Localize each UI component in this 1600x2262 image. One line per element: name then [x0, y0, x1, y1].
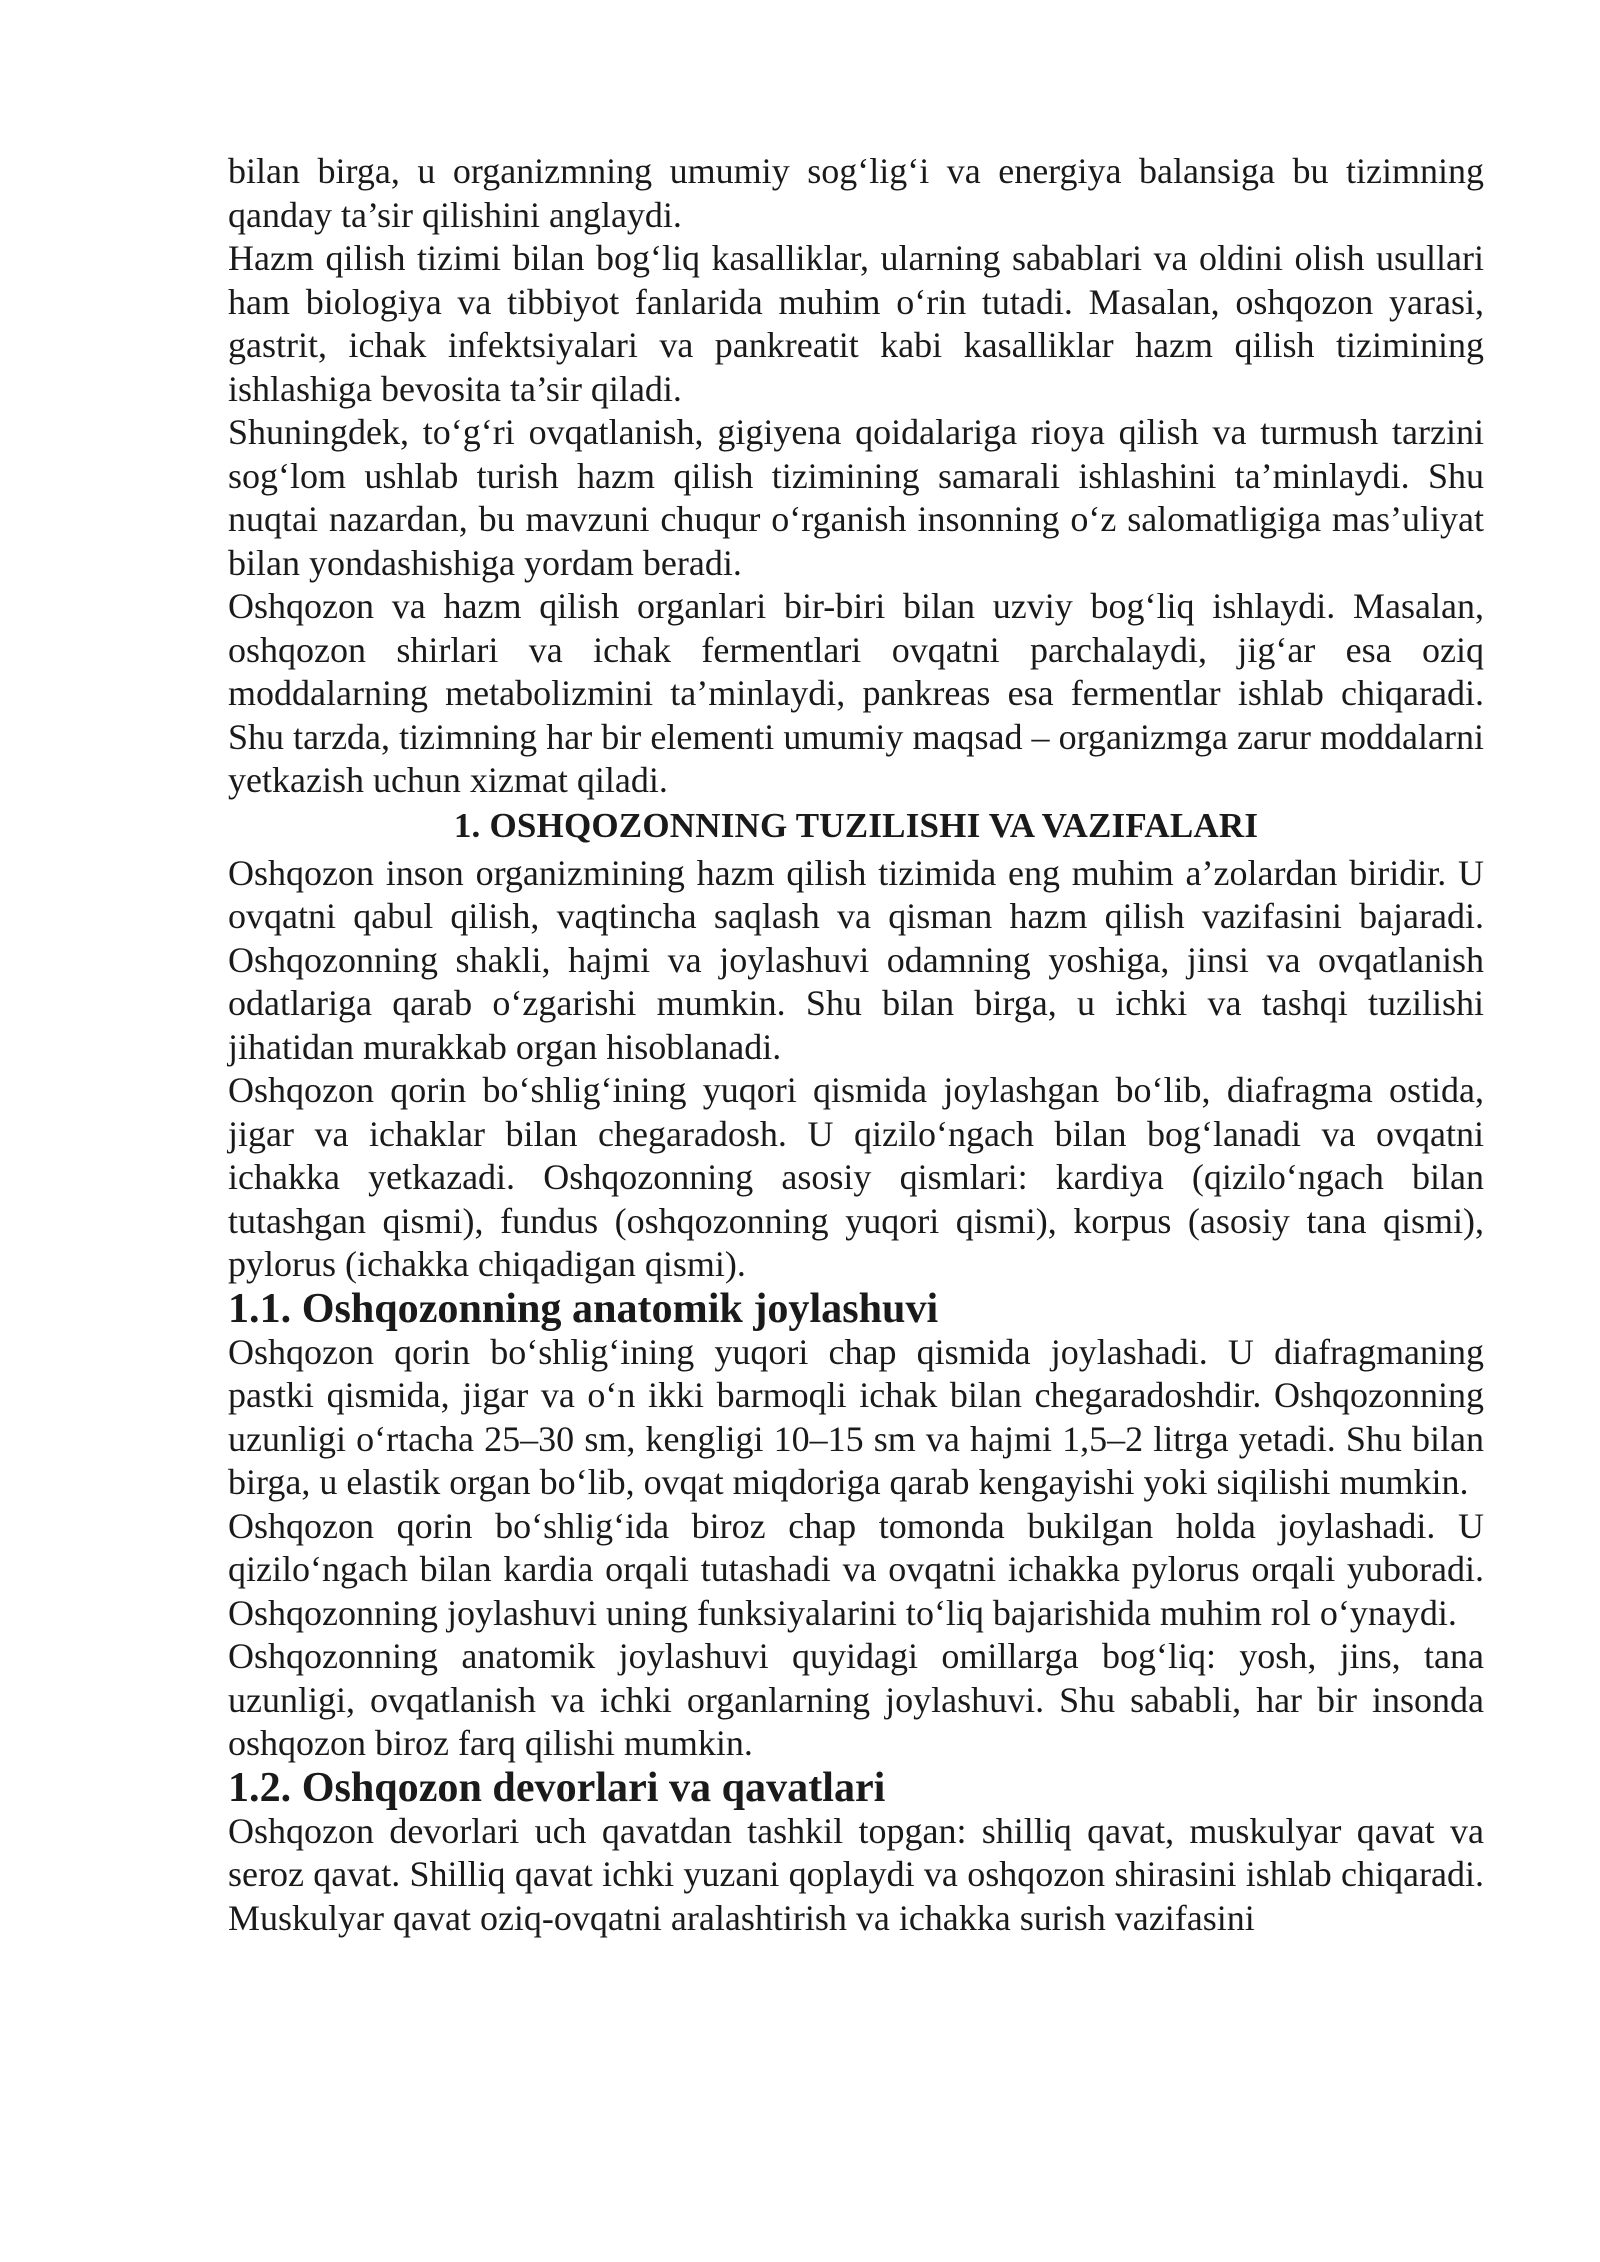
- page-bottom-clip: [228, 1810, 1484, 1940]
- intro-paragraph-1: bilan birga, u organizmning umumiy sog‘lig‘i va energiya balansiga bu tizimning qanday ta’sir qilishini anglaydi.: [228, 151, 1484, 235]
- section-1-paragraph-2: Oshqozon qorin bo‘shlig‘ining yuqori qismida joylashgan bo‘lib, diafragma ostida, jigar va ichaklar bilan chegaradosh. U qizilo‘ngach bilan bog‘lanadi va ovqatni ichakka yetkazadi. Oshqozonning asosiy qismlari: kardiya (qizilo‘ngach bilan tutashgan qismi), fundus (oshqozonning yuqori qismi), korpus (asosiy tana qismi), pylorus (ichakka chiqadigan qismi).: [228, 1070, 1484, 1284]
- section-1-1-paragraph-3: Oshqozonning anatomik joylashuvi quyidagi omillarga bog‘liq: yosh, jins, tana uzunligi, ovqatlanish va ichki organlarning joylashuvi. Shu sababli, har bir insonda oshqozon biroz farq qilishi mumkin.: [228, 1636, 1484, 1763]
- section-1-1-paragraph-2: Oshqozon qorin bo‘shlig‘ida biroz chap tomonda bukilgan holda joylashadi. U qizilo‘ngach bilan kardia orqali tutashadi va ovqatni ichakka pylorus orqali yuboradi. Oshqozonning joylashuvi uning funksiyalarini to‘liq bajarishida muhim rol o‘ynaydi.: [228, 1505, 1484, 1633]
- section-1-heading: 1. OSHQOZONNING TUZILISHI VA VAZIFALARI: [453, 805, 1259, 845]
- document-page: [228, 150, 1484, 1940]
- section-1-2-paragraph-1: Oshqozon devorlari uch qavatdan tashkil topgan: shilliq qavat, muskulyar qavat va seroz qavat. Shilliq qavat ichki yuzani qoplaydi va oshqozon shirasini ishlab chiqaradi. Muskulyar qavat oziq-ovqatni aralashtirish va ichakka surish vazifasini: [228, 1810, 1484, 1938]
- section-1-1-paragraph-1: Oshqozon qorin bo‘shlig‘ining yuqori chap qismida joylashadi. U diafragmaning pastki qismida, jigar va o‘n ikki barmoqli ichak bilan chegaradoshdir. Oshqozonning uzunligi o‘rtacha 25–30 sm, kengligi 10–15 sm va hajmi 1,5–2 litrga yetadi. Shu bilan birga, u elastik organ bo‘lib, ovqat miqdoriga qarab kengayishi yoki siqilishi mumkin.: [228, 1331, 1484, 1502]
- intro-paragraph-3: Shuningdek, to‘g‘ri ovqatlanish, gigiyena qoidalariga rioya qilish va turmush tarzini sog‘lom ushlab turish hazm qilish tizimining samarali ishlashini ta’minlaydi. Shu nuqtai nazardan, bu mavzuni chuqur o‘rganish insonning o‘z salomatligiga mas’uliyat bilan yondashishiga yordam beradi.: [228, 412, 1484, 583]
- intro-paragraph-4: Oshqozon va hazm qilish organlari bir-biri bilan uzviy bog‘liq ishlaydi. Masalan, oshqozon shirlari va ichak fermentlari ovqatni parchalaydi, jig‘ar esa oziq moddalarning metabolizmini ta’minlaydi, pankreas esa fermentlar ishlab chiqaradi. Shu tarzda, tizimning har bir elementi umumiy maqsad – organizmga zarur moddalarni yetkazish uchun xizmat qiladi.: [228, 586, 1484, 800]
- intro-paragraph-2: Hazm qilish tizimi bilan bog‘liq kasalliklar, ularning sabablari va oldini olish usullari ham biologiya va tibbiyot fanlarida muhim o‘rin tutadi. Masalan, oshqozon yarasi, gastrit, ichak infektsiyalari va pankreatit kabi kasalliklar hazm qilish tizimining ishlashiga bevosita ta’sir qiladi.: [228, 238, 1484, 409]
- section-1-1-heading: 1.1. Oshqozonning anatomik joylashuvi: [228, 1284, 939, 1332]
- section-1-2-heading: 1.2. Oshqozon devorlari va qavatlari: [228, 1763, 886, 1811]
- section-1-paragraph-1: Oshqozon inson organizmining hazm qilish tizimida eng muhim a’zolardan biridir. U ovqatni qabul qilish, vaqtincha saqlash va qisman hazm qilish vazifasini bajaradi. Oshqozonning shakli, hajmi va joylashuvi odamning yoshiga, jinsi va ovqatlanish odatlariga qarab o‘zgarishi mumkin. Shu bilan birga, u ichki va tashqi tuzilishi jihatidan murakkab organ hisoblanadi.: [228, 852, 1484, 1067]
